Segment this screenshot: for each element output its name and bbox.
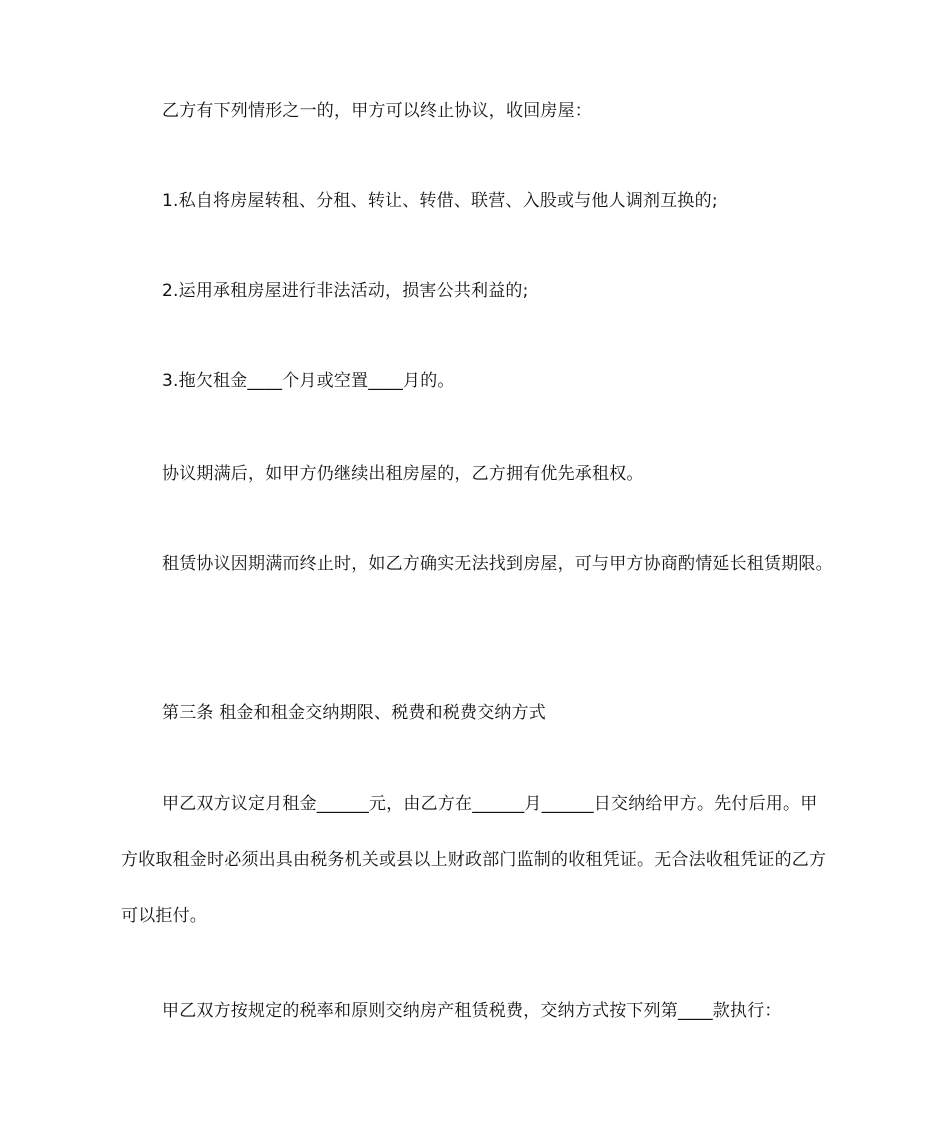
- paragraph-extension: 租赁协议因期满而终止时，如乙方确实无法找到房屋，可与甲方协商酌情延长租赁期限。: [162, 554, 833, 574]
- paragraph-tax-payment: 甲乙双方按规定的税率和原则交纳房产租赁税费，交纳方式按下列第____款执行：: [162, 1001, 782, 1021]
- paragraph-termination-conditions: 乙方有下列情形之一的，甲方可以终止协议，收回房屋：: [162, 101, 592, 121]
- paragraph-item-2: 2.运用承租房屋进行非法活动，损害公共利益的;: [162, 281, 529, 301]
- paragraph-item-1: 1.私自将房屋转租、分租、转让、转借、联营、入股或与他人调剂互换的;: [162, 191, 718, 211]
- section-heading-article-3: 第三条 租金和租金交纳期限、税费和税费交纳方式: [162, 703, 547, 723]
- paragraph-item-3: 3.拖欠租金____个月或空置____月的。: [162, 371, 455, 391]
- paragraph-priority-right: 协议期满后，如甲方仍继续出租房屋的，乙方拥有优先承租权。: [162, 464, 644, 484]
- paragraph-rent-payment: 甲乙双方议定月租金______元，由乙方在______月______日交纳给甲方。先付后用。甲方收取租金时必须出具由税务机关或县以上财政部门监制的收租凭证。无合法收租凭证的乙方可以拒付。: [121, 794, 827, 926]
